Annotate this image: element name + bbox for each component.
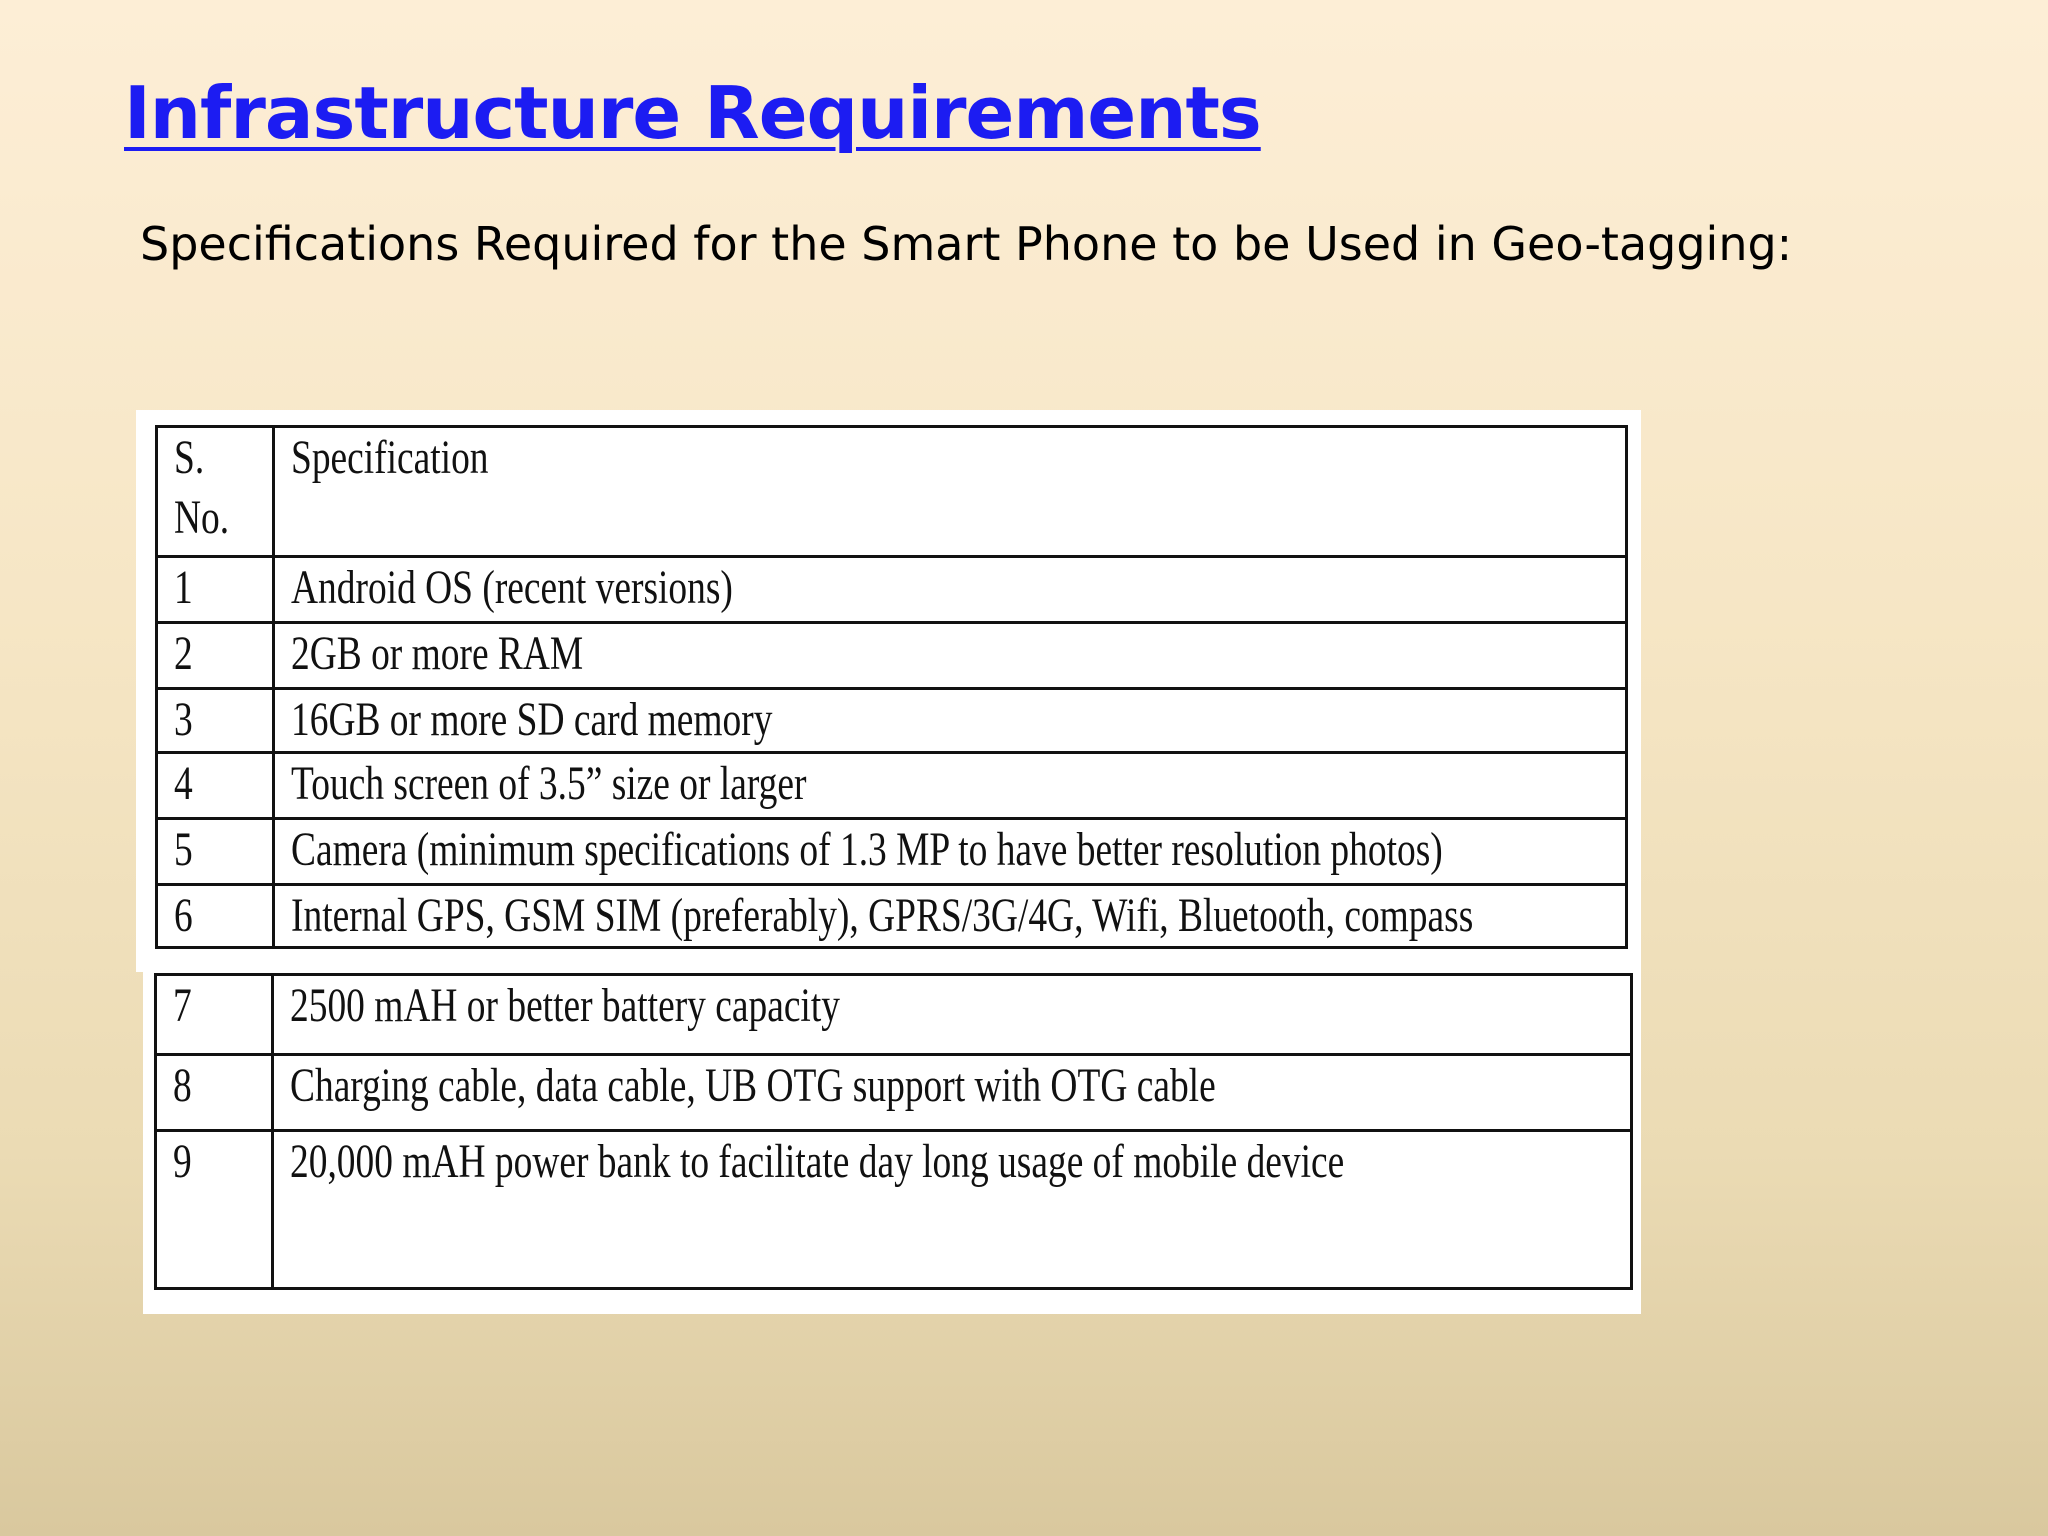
row-sno: 2 bbox=[174, 627, 193, 680]
row-sno: 5 bbox=[174, 823, 193, 876]
spec-table-image-part-2 bbox=[143, 970, 1641, 1314]
table-row bbox=[156, 975, 1632, 1055]
header-sno-label: S. No. bbox=[174, 431, 230, 544]
table-row bbox=[157, 885, 1627, 948]
table-header-row bbox=[157, 427, 1627, 557]
table-row bbox=[157, 557, 1627, 623]
row-sno: 6 bbox=[174, 889, 193, 942]
row-specification: 20,000 mAH power bank to facilitate day long usage of mobile device bbox=[290, 1135, 1345, 1188]
row-specification: Android OS (recent versions) bbox=[291, 561, 733, 614]
row-specification: 2500 mAH or better battery capacity bbox=[290, 979, 840, 1032]
slide-title: Infrastructure Requirements bbox=[124, 71, 1261, 155]
table-row bbox=[157, 819, 1627, 885]
row-specification: 16GB or more SD card memory bbox=[291, 693, 773, 746]
spec-table-lower bbox=[154, 973, 1633, 1290]
row-specification: Charging cable, data cable, UB OTG support with OTG cable bbox=[290, 1059, 1216, 1112]
row-specification: 2GB or more RAM bbox=[291, 627, 584, 680]
row-sno: 9 bbox=[173, 1135, 192, 1188]
table-row bbox=[156, 1055, 1632, 1131]
slide-subtitle: Specifications Required for the Smart Phone to be Used in Geo-tagging: bbox=[140, 217, 1793, 271]
table-row bbox=[157, 689, 1627, 753]
table-row bbox=[157, 753, 1627, 819]
spec-table-upper bbox=[155, 425, 1628, 949]
header-sno-cell bbox=[157, 427, 274, 557]
row-specification: Camera (minimum specifications of 1.3 MP to have better resolution photos) bbox=[291, 823, 1443, 876]
spec-table-image-part-1 bbox=[136, 410, 1641, 972]
row-sno: 1 bbox=[174, 561, 193, 614]
row-specification: Touch screen of 3.5” size or larger bbox=[291, 757, 807, 810]
header-specification-label: Specification bbox=[291, 431, 489, 484]
header-specification-cell bbox=[274, 427, 1627, 557]
table-row bbox=[156, 1131, 1632, 1289]
table-row bbox=[157, 623, 1627, 689]
row-specification: Internal GPS, GSM SIM (preferably), GPRS/3G/4G, Wifi, Bluetooth, compass bbox=[291, 889, 1474, 942]
row-sno: 7 bbox=[173, 979, 192, 1032]
row-sno: 8 bbox=[173, 1059, 192, 1112]
row-sno: 3 bbox=[174, 693, 193, 746]
row-sno: 4 bbox=[174, 757, 193, 810]
